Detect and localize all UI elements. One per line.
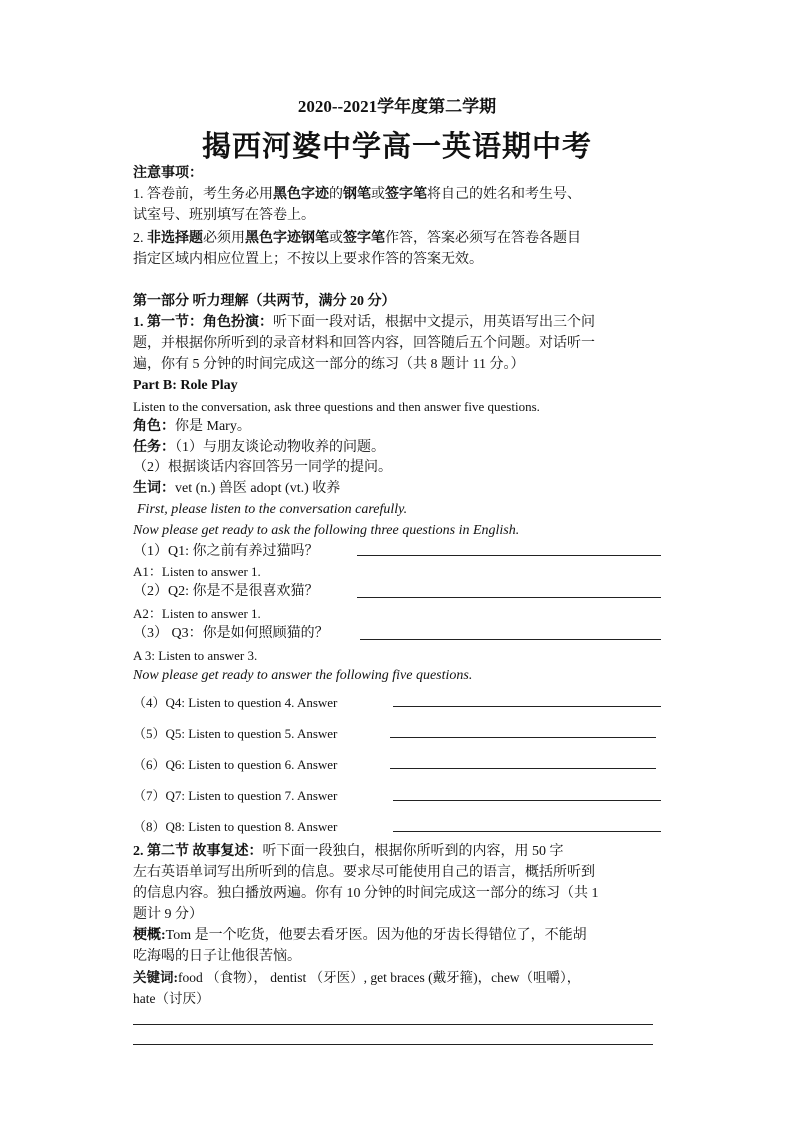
note-1-line-2: 试室号、班别填写在答卷上。	[133, 208, 315, 223]
answer-line-7[interactable]	[393, 800, 661, 801]
question-4: （4）Q4: Listen to question 4. Answer	[133, 695, 338, 710]
keywords-line-1: 关键词:food （食物）， dentist （牙医）, get braces (戴牙箍)，chew（咀嚼），	[133, 970, 581, 985]
section2-line-2: 左右英语单词写出所听到的信息。要求尽可能使用自己的语言，概括所听到	[133, 865, 595, 880]
exam-year: 2020--2021学年度第二学期	[297, 97, 497, 116]
note-2-line-2: 指定区域内相应位置上；不按以上要求作答的答案无效。	[133, 252, 483, 267]
section2-line-4: 题计 9 分）	[133, 907, 203, 922]
note-1-line-1: 1. 答卷前，考生务必用黑色字迹的钢笔或签字笔将自己的姓名和考生号、	[133, 187, 581, 202]
answer-line-2[interactable]	[357, 597, 661, 598]
first-instruction: First, please listen to the conversation carefully.	[137, 502, 408, 517]
note-2-line-1: 2. 非选择题必须用黑色字迹钢笔或签字笔作答，答案必须写在答卷各题目	[133, 231, 581, 246]
question-3: （3） Q3：你是如何照顾猫的？	[133, 626, 329, 641]
writing-line-2[interactable]	[133, 1044, 653, 1045]
question-6: （6）Q6: Listen to question 6. Answer	[133, 757, 338, 772]
question-7: （7）Q7: Listen to question 7. Answer	[133, 788, 338, 803]
answer-instruction: Now please get ready to answer the following five questions.	[133, 668, 473, 683]
exam-title: 揭西河婆中学高一英语期中考	[201, 131, 592, 163]
answer-line-4[interactable]	[393, 706, 661, 707]
question-1: （1）Q1: 你之前有养过猫吗？	[133, 544, 319, 559]
answer-line-3[interactable]	[360, 639, 661, 640]
ask-instruction: Now please get ready to ask the following three questions in English.	[133, 523, 520, 538]
answer-2-hint: A2：Listen to answer 1.	[133, 606, 261, 621]
section1-line-3: 遍，你有 5 分钟的时间完成这一部分的练习（共 8 题计 11 分。）	[133, 357, 525, 372]
keywords-line-2: hate（讨厌）	[133, 991, 210, 1006]
summary-line-2: 吃海喝的日子让他很苦恼。	[133, 949, 301, 964]
section1-line-2: 题，并根据你所听到的录音材料和回答内容，回答随后五个问题。对话听一	[133, 336, 595, 351]
answer-1-hint: A1：Listen to answer 1.	[133, 564, 261, 579]
answer-line-1[interactable]	[357, 555, 661, 556]
task-line-2: （2）根据谈话内容回答另一同学的提问。	[133, 460, 392, 475]
section2-line-1: 2. 第二节 故事复述：听下面一段独白，根据你所听到的内容，用 50 字	[133, 844, 564, 859]
question-5: （5）Q5: Listen to question 5. Answer	[133, 726, 338, 741]
question-8: （8）Q8: Listen to question 8. Answer	[133, 819, 338, 834]
section2-line-3: 的信息内容。独白播放两遍。你有 10 分钟的时间完成这一部分的练习（共 1	[133, 886, 599, 901]
answer-3-hint: A 3: Listen to answer 3.	[133, 648, 258, 663]
notes-heading: 注意事项：	[133, 166, 203, 181]
listen-instruction: Listen to the conversation, ask three questions and then answer five questions.	[133, 399, 540, 414]
answer-line-6[interactable]	[390, 768, 656, 769]
answer-line-5[interactable]	[390, 737, 656, 738]
section1-line-1: 1. 第一节：角色扮演：听下面一段对话，根据中文提示，用英语写出三个问	[133, 315, 595, 330]
answer-line-8[interactable]	[393, 831, 661, 832]
writing-line-1[interactable]	[133, 1024, 653, 1025]
task-line-1: 任务：（1）与朋友谈论动物收养的问题。	[133, 440, 385, 455]
part1-heading: 第一部分 听力理解（共两节，满分 20 分）	[133, 294, 396, 309]
question-2: （2）Q2: 你是不是很喜欢猫？	[133, 584, 319, 599]
summary-line-1: 梗概:Tom 是一个吃货，他要去看牙医。因为他的牙齿长得错位了，不能胡	[133, 928, 587, 943]
role-line: 角色：你是 Mary。	[133, 419, 251, 434]
vocab-line: 生词：vet (n.) 兽医 adopt (vt.) 收养	[133, 481, 341, 496]
part-b-heading: Part B: Role Play	[133, 378, 238, 393]
